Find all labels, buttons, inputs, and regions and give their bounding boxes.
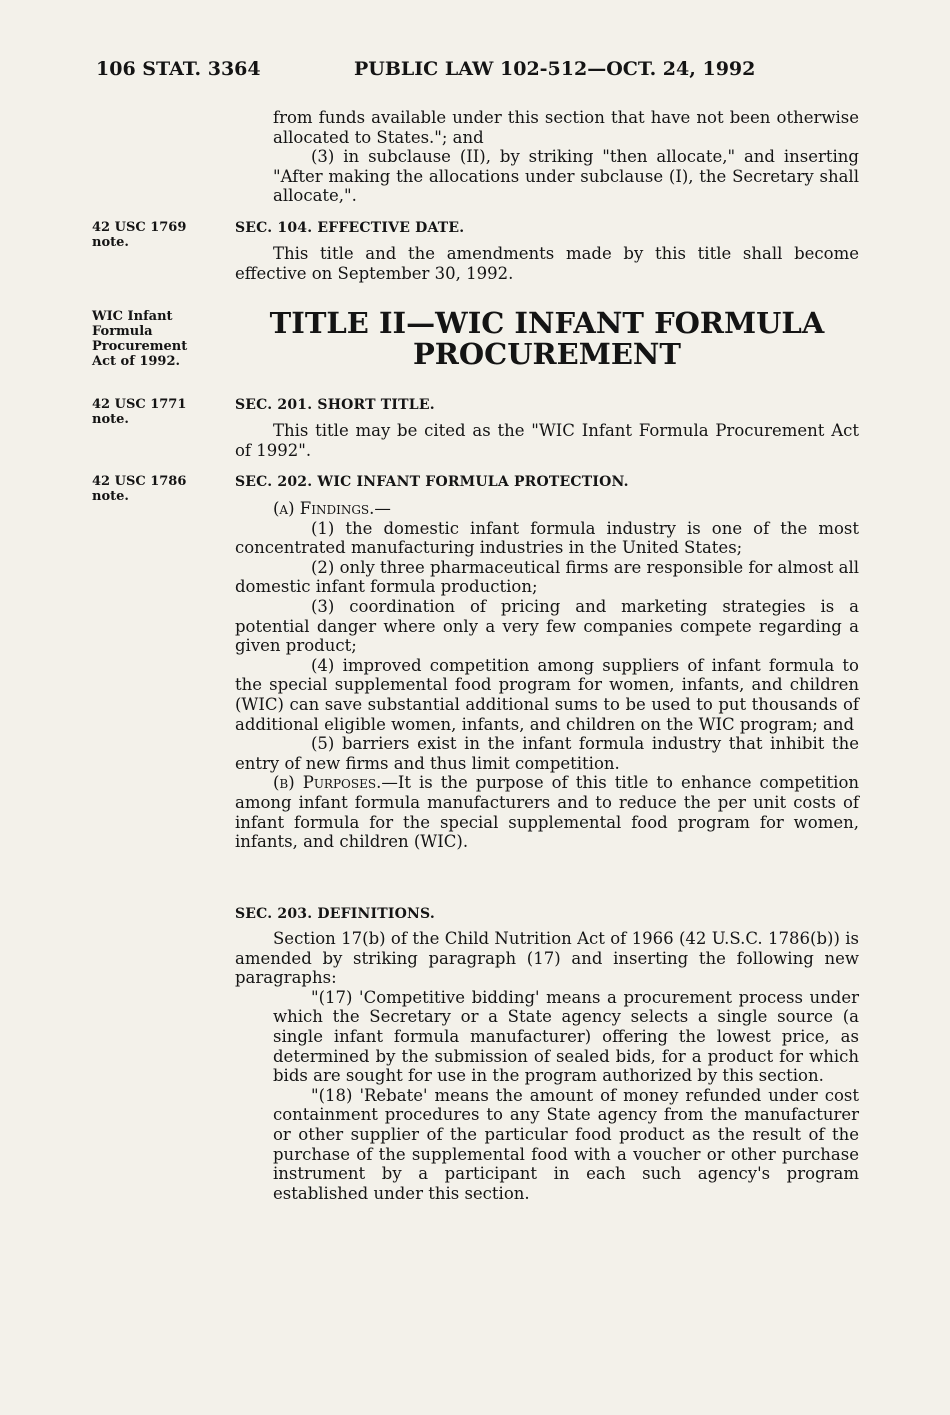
purposes-label: (b) Purposes.— [273,773,398,793]
section-202-heading: SEC. 202. WIC INFANT FORMULA PROTECTION. [235,474,629,490]
title-line-1: TITLE II—WIC INFANT FORMULA [269,306,825,340]
finding-3: (3) coordination of pricing and marketing strategies is a potential danger where only a very few companies compete regarding a given product; [235,596,859,656]
finding-2: (2) only three pharmaceutical firms are responsible for almost all domestic infant formula production; [235,557,859,597]
stat-reference: 106 STAT. 3364 [96,58,261,80]
findings-label: (a) Findings.— [273,499,391,518]
section-203-intro: Section 17(b) of the Child Nutrition Act of 1966 (42 U.S.C. 1786(b)) is amended by striking paragraph (17) and inserting the following new paragraphs: [235,929,859,988]
carryover-item-3: (3) in subclause (II), by striking "then allocate," and inserting "After making the allocations under subclause (I), the Secretary shall allocate,". [273,147,859,206]
purposes-text: It is the purpose of this title to enhance competition among infant formula manufacturers and to reduce the per unit costs of infant formula for the special supplemental food program for women, infants, and children (WIC). [235,773,860,852]
section-202-body [235,499,859,852]
finding-5: (5) barriers exist in the infant formula industry that inhibit the entry of new firms and thus limit competition. [235,734,859,773]
section-201-heading: SEC. 201. SHORT TITLE. [235,397,435,413]
margin-note-usc-1786: 42 USC 1786 note. [92,474,187,504]
purposes-paragraph [235,773,859,851]
section-203-heading: SEC. 203. DEFINITIONS. [235,906,435,922]
title-ii-heading [235,308,859,370]
paragraph-17: "(17) 'Competitive bidding' means a procurement process under which the Secretary or a State agency selects a single source (a single infant formula manufacturer) offering the lowest price, as determined by the submission of sealed bids, for a product for which bids are sought for use in the program authorized by this section. [273,987,859,1086]
title-line-2: PROCUREMENT [412,337,682,371]
finding-4: (4) improved competition among suppliers of infant formula to the special supplemental food program for women, infants, and children (WIC) can save substantial additional sums to be used to put thousands of additional eligible women, infants, and children on the WIC program; and [235,655,859,734]
margin-note-usc-1771: 42 USC 1771 note. [92,397,187,427]
carryover-line: from funds available under this section that have not been otherwise allocated to States."; and [273,108,859,147]
paragraph-18: "(18) 'Rebate' means the amount of money refunded under cost containment procedures to any State agency from the manufacturer or other supplier of the particular food product as the result of the purchase of the supplemental food with a voucher or other purchase instrument by a participant in each such agency's program established under this section. [273,1085,859,1203]
public-law-reference: PUBLIC LAW 102-512—OCT. 24, 1992 [354,58,756,80]
section-203-body [235,929,859,1203]
section-201-text: This title may be cited as the "WIC Infant Formula Procurement Act of 1992". [235,421,859,460]
carryover-paragraph [273,108,859,206]
section-104-heading: SEC. 104. EFFECTIVE DATE. [235,220,465,236]
finding-1: (1) the domestic infant formula industry is one of the most concentrated manufacturing industries in the United States; [235,518,859,558]
section-104-text: This title and the amendments made by this title shall become effective on September 30, 1992. [235,244,859,283]
margin-note-short-title: WIC Infant Formula Procurement Act of 1992. [92,309,188,369]
margin-note-usc-1769: 42 USC 1769 note. [92,220,187,250]
